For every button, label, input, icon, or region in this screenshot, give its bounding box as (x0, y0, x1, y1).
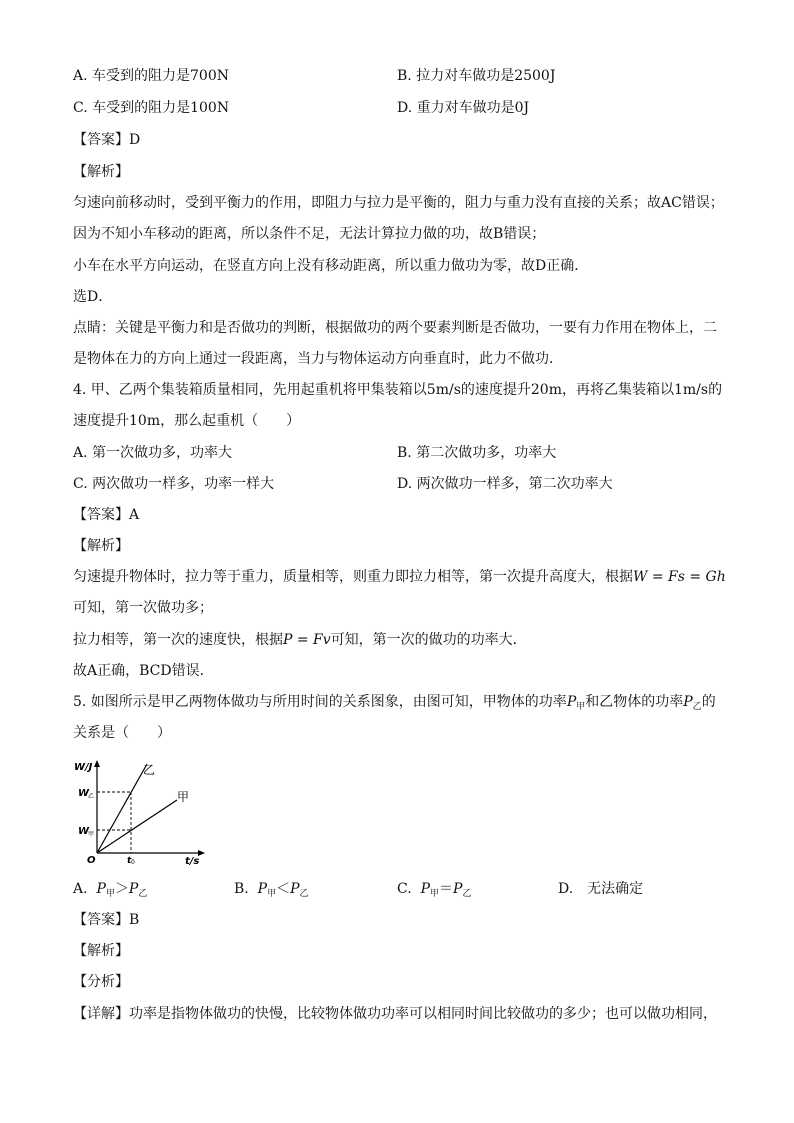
line-jia-label: 甲 (177, 790, 190, 804)
relation-sign: ＞ (114, 881, 129, 897)
q4-analysis-text: 可知，第一次的做功的功率大． (330, 632, 527, 648)
q5-stem-text: 和乙物体的功率 (585, 694, 684, 710)
origin-label: O (87, 855, 96, 866)
subscript-jia: 甲 (430, 889, 440, 899)
q5-option-d: D. 无法确定 (558, 881, 644, 897)
q4-analysis-text: 拉力相等，第一次的速度快，根据 (73, 632, 283, 648)
q4-stem: 速度提升10m，那么起重机（ ） (73, 413, 301, 429)
q5-stem-text: 5. 如图所示是甲乙两物体做功与所用时间的关系图象，由图可知，甲物体的功率 (73, 694, 567, 710)
q5-fenxi-tag: 【分析】 (73, 974, 129, 990)
power-formula: P = Fv (283, 632, 331, 648)
work-time-graph-svg (73, 756, 213, 866)
q3-analysis-line: 匀速向前移动时，受到平衡力的作用，即阻力与拉力是平衡的，阻力与重力没有直接的关系；故AC错误； (73, 195, 724, 211)
relation-sign: ＝ (439, 881, 454, 897)
q3-analysis-line: 小车在水平方向运动，在竖直方向上没有移动距离，所以重力做功为零，故D正确． (73, 258, 589, 274)
q3-analysis-line: 因为不知小车移动的距离，所以条件不足，无法计算拉力做的功，故B错误； (73, 226, 546, 242)
w-jia-label: W (78, 826, 90, 837)
q3-option-c: C. 车受到的阻力是100N (73, 100, 230, 116)
subscript-yi: 乙 (138, 889, 148, 899)
q3-analysis-tag: 【解析】 (73, 164, 129, 180)
x-axis-label: t/s (185, 856, 200, 866)
q3-tip-line: 是物体在力的方向上通过一段距离，当力与物体运动方向垂直时，此力不做功． (73, 351, 563, 367)
w-jia-subscript: 甲 (88, 831, 95, 838)
q4-option-b: B. 第二次做功多，功率大 (397, 445, 557, 461)
work-formula: W = Fs = Gh (633, 569, 726, 585)
line-yi-label: 乙 (143, 763, 156, 777)
w-yi-subscript: 乙 (88, 793, 95, 800)
q5-stem (73, 692, 733, 717)
subscript-jia: 甲 (576, 702, 586, 712)
q5-option-b (234, 879, 309, 904)
p-symbol: P (128, 881, 139, 897)
line-jia (97, 800, 177, 853)
relation-sign: ＜ (276, 881, 291, 897)
q4-analysis-text: 匀速提升物体时，拉力等于重力，质量相等，则重力即拉力相等，第一次提升高度大，根据 (73, 569, 633, 585)
y-axis-label: W/J (74, 762, 93, 773)
t0-label: t (127, 856, 132, 866)
p-symbol: P (566, 694, 577, 710)
q5-option-a (73, 879, 147, 904)
p-symbol: P (290, 881, 300, 897)
w-yi-label: W (78, 788, 90, 799)
q4-answer: 【答案】A (73, 507, 140, 523)
p-symbol: P (257, 881, 268, 897)
line-yi (97, 764, 147, 853)
subscript-jia: 甲 (267, 889, 277, 899)
q5-stem-text: 的 (701, 694, 716, 710)
q4-analysis-line: 可知，第一次做功多； (73, 600, 213, 616)
p-symbol: P (683, 694, 693, 710)
subscript-yi: 乙 (692, 702, 702, 712)
t0-subscript: 0 (131, 859, 135, 866)
q4-analysis-tag: 【解析】 (73, 538, 129, 554)
q3-option-d: D. 重力对车做功是0J (397, 100, 530, 116)
subscript-yi: 乙 (462, 889, 472, 899)
subscript-yi: 乙 (299, 889, 309, 899)
q5-detail-line: 【详解】功率是指物体做功的快慢，比较物体做功功率可以相同时间比较做功的多少；也可以做功相同， (73, 1006, 717, 1022)
q4-option-a: A. 第一次做功多，功率大 (73, 445, 233, 461)
work-time-graph (73, 756, 213, 866)
option-letter: C. (397, 881, 412, 897)
q3-option-b: B. 拉力对车做功是2500J (397, 68, 556, 84)
q3-analysis-line: 选D． (73, 289, 113, 305)
p-symbol: P (96, 881, 106, 897)
p-symbol: P (453, 881, 463, 897)
y-axis-arrow (94, 760, 100, 767)
q4-analysis-line: 故A正确，BCD错误． (73, 663, 214, 679)
q5-answer: 【答案】B (73, 912, 140, 928)
q5-stem: 关系是（ ） (73, 725, 171, 741)
q3-option-a: A. 车受到的阻力是700N (73, 68, 229, 84)
q3-tip-line: 点睛：关键是平衡力和是否做功的判断，根据做功的两个要素判断是否做功，一要有力作用在物体上，二 (73, 320, 717, 336)
subscript-jia: 甲 (105, 889, 115, 899)
q5-analysis-tag: 【解析】 (73, 943, 129, 959)
q4-analysis-line (73, 567, 733, 587)
option-letter: A. (73, 881, 88, 897)
q4-stem: 4. 甲、乙两个集装箱质量相同，先用起重机将甲集装箱以5m/s的速度提升20m，再将乙集装箱以1m/s的 (73, 382, 723, 398)
p-symbol: P (420, 881, 430, 897)
q4-option-d: D. 两次做功一样多，第二次功率大 (397, 476, 613, 492)
q4-option-c: C. 两次做功一样多，功率一样大 (73, 476, 275, 492)
option-letter: B. (234, 881, 249, 897)
q4-analysis-line (73, 630, 733, 650)
q3-answer: 【答案】D (73, 132, 141, 148)
q5-option-c (397, 879, 471, 904)
